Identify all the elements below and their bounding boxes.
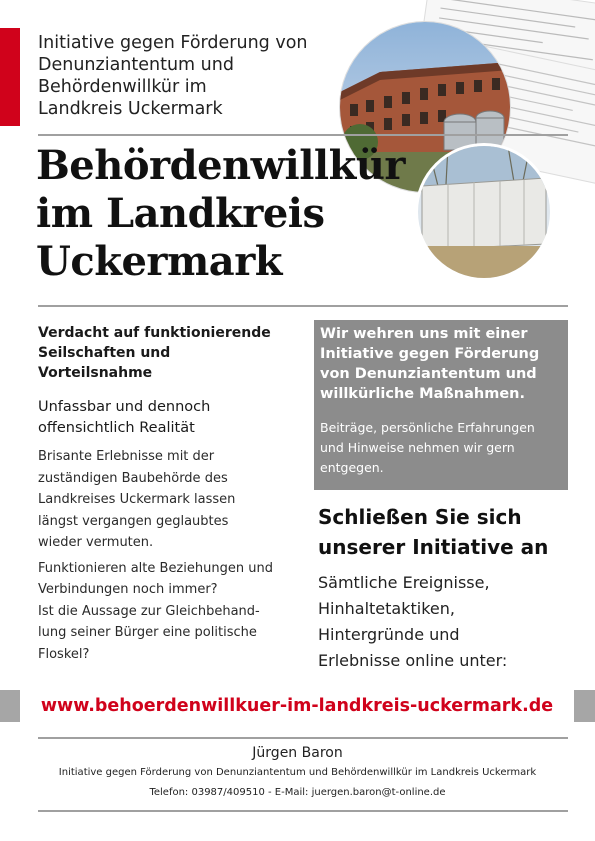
left-paragraph-2-line: Verbindungen noch immer? [38, 582, 218, 597]
shed-photo [418, 146, 550, 278]
left-body-text [38, 446, 298, 669]
highlight-box-heading [320, 324, 564, 404]
highlight-body-line: Beiträge, persönliche Erfahrungen [320, 420, 535, 435]
organization-line: Initiative gegen Förderung von [38, 33, 308, 53]
page-title-line: im Landkreis [36, 190, 325, 237]
highlight-heading-line: willkürliche Maßnahmen. [320, 386, 526, 402]
join-heading-line: unserer Initiative an [318, 535, 549, 559]
join-heading [318, 502, 578, 562]
url-bar-left [0, 690, 20, 722]
join-body [318, 570, 578, 674]
footer-organization: Initiative gegen Förderung von Denunziantentum und Behördenwillkür im Landkreis Uckermark [58, 767, 537, 778]
left-heading-line: Seilschaften und [38, 345, 171, 361]
highlight-body-line: und Hinweise nehmen wir gern [320, 440, 515, 455]
highlight-heading-line: Initiative gegen Förderung [320, 346, 540, 362]
organization-line: Denunziantentum und [38, 55, 234, 75]
left-paragraph-2-line: Floskel? [38, 646, 90, 662]
left-heading-line: Vorteilsnahme [38, 365, 153, 381]
website-link[interactable]: www.behoerdenwillkuer-im-landkreis-uckermark.de [40, 696, 554, 716]
left-paragraph-1-line: längst vergangen geglaubtes [38, 513, 229, 529]
footer-name: Jürgen Baron [252, 745, 343, 761]
url-bar-right [574, 690, 595, 722]
left-paragraph-1-line: Brisante Erlebnisse mit der [38, 449, 215, 464]
left-heading [38, 323, 298, 383]
join-body-line: Erlebnisse online unter: [318, 651, 508, 670]
join-body-line: Sämtliche Ereignisse, [318, 573, 490, 592]
highlight-box [314, 320, 568, 490]
divider-top [38, 134, 568, 136]
divider-footer [38, 737, 568, 739]
left-paragraph-1 [38, 446, 298, 554]
left-subheading-line: offensichtlich Realität [38, 420, 195, 436]
join-body-line: Hintergründe und [318, 625, 460, 644]
left-paragraph-2 [38, 558, 298, 666]
left-paragraph-2-line: Ist die Aussage zur Gleichbehand- [38, 603, 260, 619]
left-paragraph-2-line: lung seiner Bürger eine politische [38, 625, 257, 640]
accent-bar [0, 28, 20, 126]
organization-line: Behördenwillkür im [38, 77, 207, 97]
join-heading-line: Schließen Sie sich [318, 505, 522, 529]
divider-middle [38, 305, 568, 307]
left-paragraph-1-line: zuständigen Baubehörde des [38, 470, 228, 486]
shed-photo-drawing [418, 146, 550, 278]
left-paragraph-1-line: Landkreises Uckermark lassen [38, 492, 236, 507]
page-title-line: Uckermark [36, 238, 283, 285]
organization-line: Landkreis Uckermark [38, 99, 223, 119]
left-subheading [38, 397, 298, 439]
footer-contact[interactable]: Telefon: 03987/409510 - E-Mail: juergen.baron@t-online.de [149, 787, 446, 798]
left-heading-line: Verdacht auf funktionierende [38, 325, 271, 341]
left-paragraph-2-line: Funktionieren alte Beziehungen und [38, 560, 273, 576]
divider-bottom [38, 810, 568, 812]
page-title [36, 142, 436, 286]
highlight-heading-line: von Denunziantentum und [320, 366, 537, 382]
left-subheading-line: Unfassbar und dennoch [38, 399, 211, 415]
highlight-body-line: entgegen. [320, 460, 384, 475]
page-title-line: Behördenwillkür [36, 142, 405, 189]
organization-name [38, 32, 338, 120]
highlight-heading-line: Wir wehren uns mit einer [320, 326, 528, 342]
join-body-line: Hinhaltetaktiken, [318, 599, 455, 618]
left-paragraph-1-line: wieder vermuten. [38, 535, 154, 550]
highlight-box-body [320, 418, 564, 478]
